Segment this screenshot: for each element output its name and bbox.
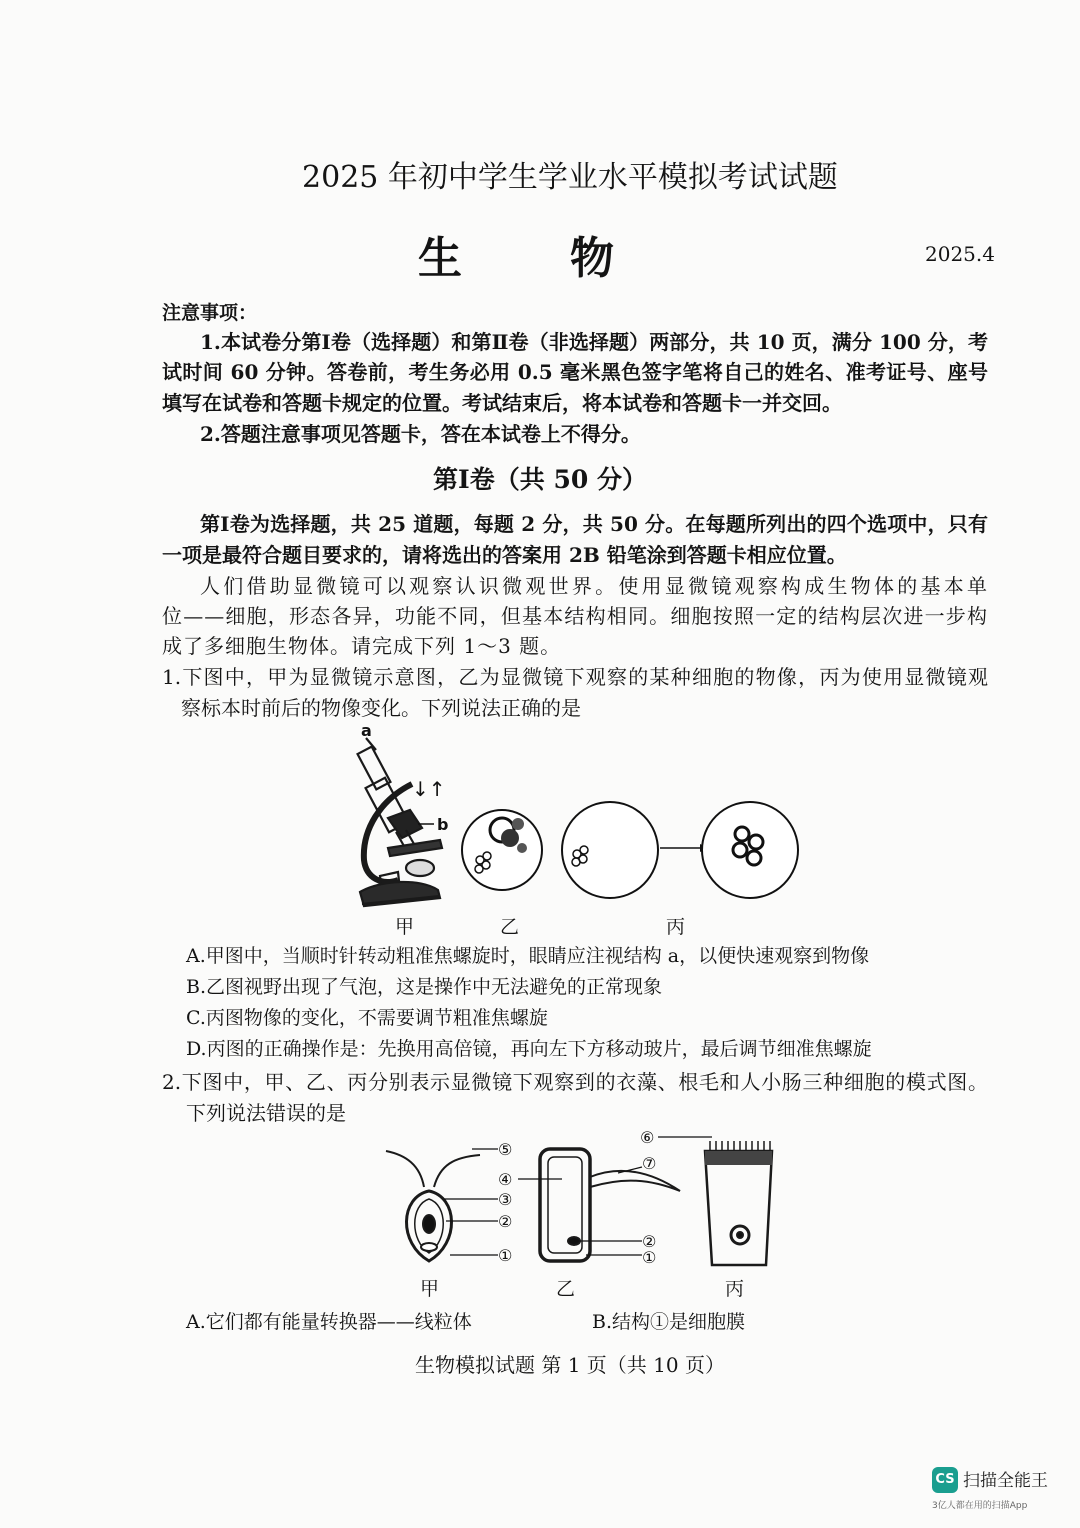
- notice-heading: 注意事项：: [162, 302, 258, 324]
- q2-caption-bing: 丙: [725, 1278, 745, 1300]
- marker-1b: ①: [642, 1248, 657, 1267]
- focus-arrows-icon: ↓↑: [412, 777, 446, 801]
- marker-1: ①: [498, 1246, 513, 1265]
- notice-line-4: 2.答题注意事项见答题卡，答在本试卷上不得分。: [200, 422, 641, 446]
- marker-5: ⑤: [498, 1140, 513, 1159]
- section-title: 第Ⅰ卷（共 50 分）: [433, 465, 647, 494]
- notice-line-2: 试时间 60 分钟。答卷前，考生务必用 0.5 毫米黑色签字笔将自己的姓名、准考证号、座号: [162, 360, 988, 384]
- cell-yi-root-hair: [540, 1149, 680, 1261]
- q1-option-a: A.甲图中，当顺时针转动粗准焦螺旋时，眼睛应注视结构 a，以便快速观察到物像: [186, 945, 870, 967]
- exam-title: 2025 年初中学生学业水平模拟考试试题: [302, 160, 838, 195]
- marker-3: ③: [498, 1190, 513, 1209]
- q2-caption-jia: 甲: [420, 1278, 440, 1300]
- marker-4: ④: [498, 1170, 513, 1189]
- q1-caption-bing: 丙: [666, 916, 686, 938]
- q1-option-d: D.丙图的正确操作是：先换用高倍镜，再向左下方移动玻片，最后调节细准焦螺旋: [186, 1038, 872, 1060]
- camscanner-logo-icon: CS: [932, 1467, 958, 1493]
- notice-line-3: 填写在试卷和答题卡规定的位置。考试结束后，将本试卷和答题卡一并交回。: [162, 391, 842, 415]
- q2-option-a: A.它们都有能量转换器——线粒体: [186, 1311, 472, 1333]
- microscope-diagram: [358, 738, 442, 906]
- q1-stem-line-1: 1.下图中，甲为显微镜示意图，乙为显微镜下观察的某种细胞的物像，丙为使用显微镜观: [162, 665, 988, 689]
- intro-line-2: 位——细胞，形态各异，功能不同，但基本结构相同。细胞按照一定的结构层次进一步构: [162, 604, 988, 628]
- cell-jia-chlamydomonas: [386, 1151, 480, 1261]
- q2-stem-line-1: 2.下图中，甲、乙、丙分别表示显微镜下观察到的衣藻、根毛和人小肠三种细胞的模式图。: [162, 1070, 988, 1094]
- exam-date: 2025.4: [925, 242, 995, 266]
- q2-option-b: B.结构①是细胞膜: [592, 1311, 746, 1333]
- camscanner-name: 扫描全能王: [963, 1471, 1048, 1491]
- q2-caption-yi: 乙: [556, 1278, 576, 1300]
- marker-2: ②: [498, 1212, 513, 1231]
- marker-2b: ②: [642, 1232, 657, 1251]
- q1-option-c: C.丙图物像的变化，不需要调节粗准焦螺旋: [186, 1007, 548, 1029]
- q2-figure: [380, 1125, 790, 1285]
- label-a: a: [361, 721, 372, 740]
- intro-line-1: 人们借助显微镜可以观察认识微观世界。使用显微镜观察构成生物体的基本单: [200, 574, 988, 598]
- view-bing-after: [702, 802, 798, 898]
- marker-6: ⑥: [640, 1128, 655, 1147]
- section-instruction-1: 第Ⅰ卷为选择题，共 25 道题，每题 2 分，共 50 分。在每题所列出的四个选项中，只有: [200, 512, 988, 536]
- q1-figure: [340, 720, 820, 940]
- q1-caption-jia: 甲: [395, 916, 415, 938]
- q1-caption-yi: 乙: [500, 916, 520, 938]
- q2-stem-line-2: 下列说法错误的是: [186, 1101, 346, 1125]
- q1-stem-line-2: 察标本时前后的物像变化。下列说法正确的是: [181, 696, 581, 720]
- notice-line-1: 1.本试卷分第Ⅰ卷（选择题）和第Ⅱ卷（非选择题）两部分，共 10 页，满分 100 分，考: [200, 330, 988, 354]
- q1-option-b: B.乙图视野出现了气泡，这是操作中无法避免的正常现象: [186, 976, 663, 998]
- view-yi: [462, 810, 542, 890]
- section-instruction-2: 一项是最符合题目要求的，请将选出的答案用 2B 铅笔涂到答题卡相应位置。: [162, 543, 847, 567]
- label-b: b: [437, 815, 449, 834]
- marker-7: ⑦: [642, 1154, 657, 1173]
- subject-title: 生物: [418, 233, 722, 284]
- camscanner-slogan: 3亿人都在用的扫描App: [932, 1501, 1028, 1511]
- cell-bing-intestinal: [705, 1141, 772, 1265]
- intro-line-3: 成了多细胞生物体。请完成下列 1～3 题。: [162, 634, 562, 658]
- page-footer: 生物模拟试题 第 1 页（共 10 页）: [415, 1353, 725, 1377]
- view-bing-before: [562, 802, 658, 898]
